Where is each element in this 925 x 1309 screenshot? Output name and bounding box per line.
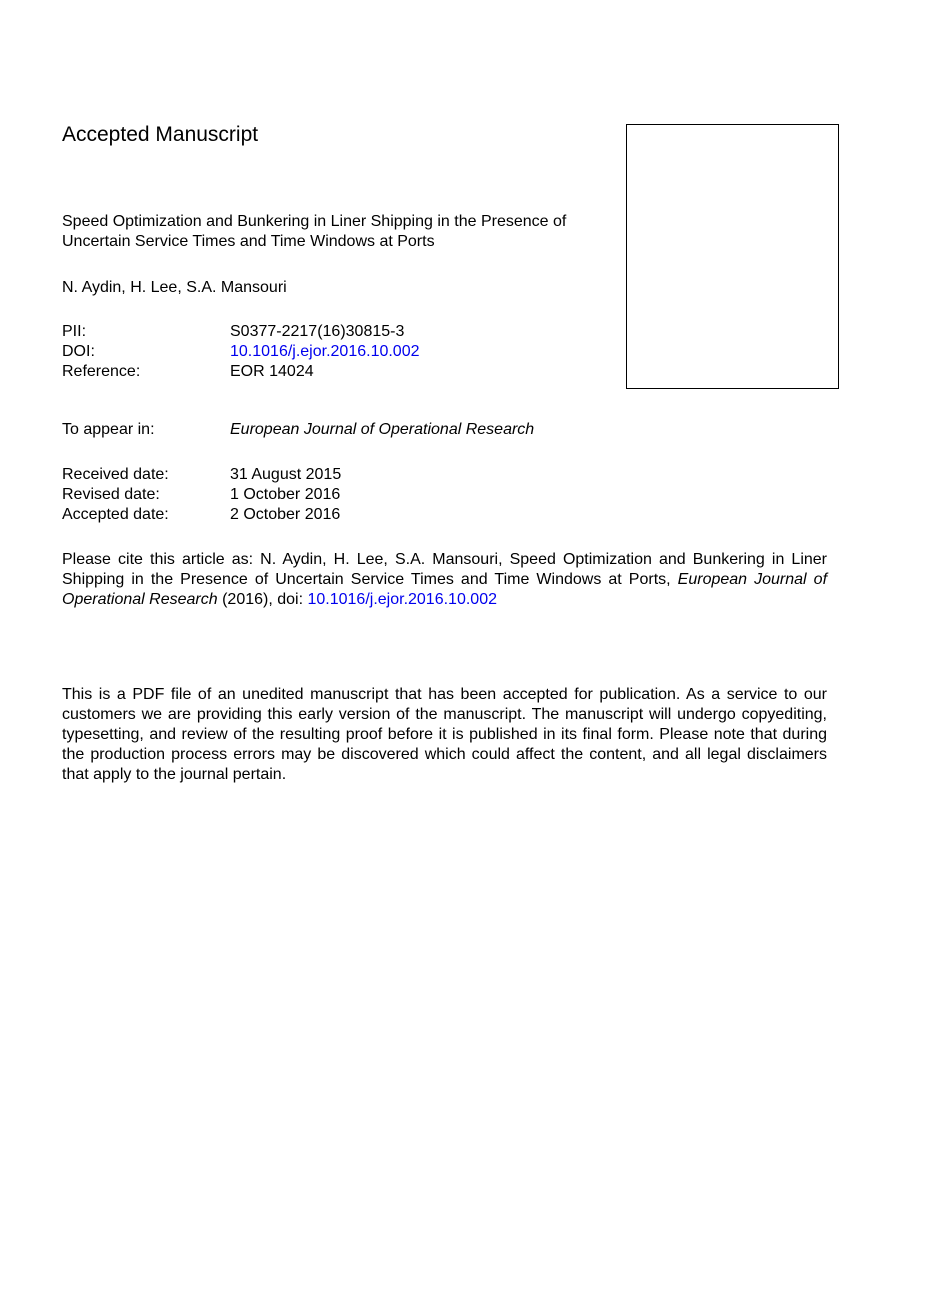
received-value: 31 August 2015 bbox=[230, 466, 342, 483]
accepted-label: Accepted date: bbox=[62, 506, 169, 523]
article-authors: N. Aydin, H. Lee, S.A. Mansouri bbox=[62, 279, 287, 296]
received-row bbox=[62, 465, 341, 485]
reference-row bbox=[62, 362, 314, 382]
pii-value: S0377-2217(16)30815-3 bbox=[230, 323, 405, 340]
accepted-row bbox=[62, 505, 340, 525]
revised-value: 1 October 2016 bbox=[230, 486, 341, 503]
revised-row bbox=[62, 485, 340, 505]
citation-text: Please cite this article as: N. Aydin, H. Lee, S.A. Mansouri, Speed Optimization and Bunkering in Liner Shipping in the Presence of Uncertain Service Times and Time Windows at Ports, bbox=[62, 551, 827, 588]
appear-label: To appear in: bbox=[62, 421, 155, 438]
article-title: Speed Optimization and Bunkering in Liner Shipping in the Presence of Uncertain Service Times and Time Windows at Ports bbox=[62, 213, 567, 250]
revised-label: Revised date: bbox=[62, 486, 160, 503]
reference-value: EOR 14024 bbox=[230, 363, 314, 380]
page-title: Accepted Manuscript bbox=[62, 123, 259, 146]
accepted-value: 2 October 2016 bbox=[230, 506, 341, 523]
doi-row bbox=[62, 342, 420, 362]
pii-row bbox=[62, 322, 404, 342]
doi-link[interactable]: 10.1016/j.ejor.2016.10.002 bbox=[230, 343, 420, 360]
journal-cover-placeholder bbox=[626, 124, 839, 389]
pii-label: PII: bbox=[62, 323, 87, 340]
received-label: Received date: bbox=[62, 466, 169, 483]
citation-journal: European Journal of Operational Research bbox=[62, 571, 828, 608]
citation-doi-link[interactable]: 10.1016/j.ejor.2016.10.002 bbox=[307, 591, 497, 608]
disclaimer-paragraph: This is a PDF file of an unedited manuscript that has been accepted for publication. As a service to our customers we are providing this early version of the manuscript. The manuscript will undergo copyediting, typesetting, and review of the resulting proof before it is published in its final form. Please note that during the production process errors may be discovered which could affect the content, and all legal disclaimers that apply to the journal pertain. bbox=[62, 686, 827, 783]
appear-row bbox=[62, 420, 534, 440]
doi-label: DOI: bbox=[62, 343, 95, 360]
journal-name: European Journal of Operational Research bbox=[230, 421, 535, 438]
citation-year: (2016), doi: bbox=[222, 591, 304, 608]
reference-label: Reference: bbox=[62, 363, 141, 380]
citation-paragraph bbox=[62, 550, 827, 610]
